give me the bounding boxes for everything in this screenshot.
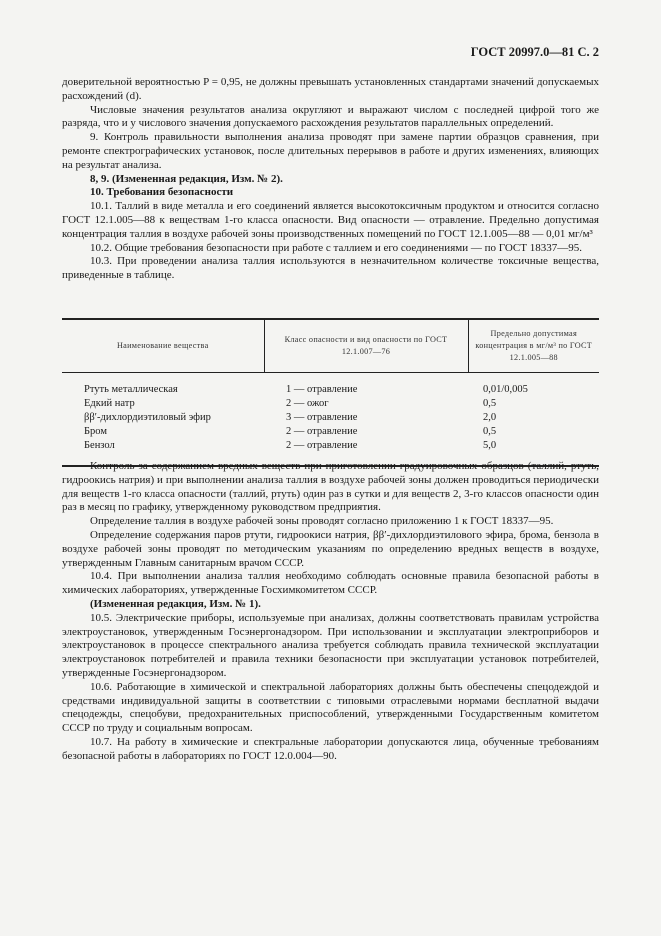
cell-substance: Едкий натр (84, 398, 135, 409)
table-row (62, 397, 599, 411)
cell-class: 1 — отравление (286, 384, 358, 395)
paragraph: 9. Контроль правильности выполнения анализа проводят при замене партии образцов сравнения, при ремонте спектрографических установок, после длительных перерывов в работе и других изменениях, влияющих на результат анализа. (62, 131, 599, 171)
paragraph: 10.1. Таллий в виде металла и его соединений является высокотоксичным продуктом и относится согласно ГОСТ 12.1.005—88 к веществам 1-го класса опасности. Вид опасности — отравление. Предельно допустимая концентрация таллия в воздухе рабочей зоны производственных помещений по ГОСТ 12.1.005—88 — 0,01 мг/м³ (62, 200, 599, 240)
amendment-note: 8, 9. (Измененная редакция, Изм. № 2). (90, 172, 283, 185)
cell-substance: Бром (84, 426, 107, 437)
cell-substance: Бензол (62, 439, 264, 466)
paragraph: Определение содержания паров ртути, гидроокиси натрия, ββ′-дихлордиэтилового эфира, брома, бензола в воздухе рабочей зоны проводят по методическим указаниям по определению вредных веществ в воздухе, утвержденным Главным санитарным врачом СССР. (62, 528, 599, 569)
table-row (62, 411, 599, 425)
substances-table (62, 318, 599, 467)
paragraph: 10.3. При проведении анализа таллия используются в незначительном количестве токсичные вещества, приведенные в таблице. (62, 255, 599, 282)
text-block-bottom (62, 460, 599, 764)
paragraph: доверительной вероятностью P = 0,95, не должны превышать установленных стандартами значений допускаемых расхождений (d). (62, 76, 599, 102)
cell-limit: 0,5 (483, 398, 497, 409)
column-header: Класс опасности и вид опасности по ГОСТ 12.1.007—76 (264, 319, 468, 373)
cell-limit: 0,5 (483, 426, 497, 437)
cell-limit: 0,01/0,005 (483, 384, 528, 395)
column-header: Наименование вещества (62, 319, 264, 373)
paragraph: Определение таллия в воздухе рабочей зоны проводят согласно приложению 1 к ГОСТ 18337—95. (90, 515, 554, 528)
table-row (62, 373, 599, 398)
section-title: 10. Требования безопасности (90, 186, 234, 199)
paragraph: 10.6. Работающие в химической и спектральной лабораториях должны быть обеспечены спецодеждой и средствами индивидуальной защиты в соответствии с типовыми отраслевыми нормами бесплатной выдачи спецодежды, спецобуви, предохранительных приспособлений, утвержденными Государственным комитетом СССР по труду и социальным вопросам. (62, 680, 599, 735)
page-header: ГОСТ 20997.0—81 С. 2 (470, 45, 599, 59)
paragraph: Числовые значения результатов анализа округляют и выражают числом с последней цифрой того же разряда, что и у числового значения допускаемого расхождения результатов параллельных определений. (62, 103, 599, 130)
table-row (62, 425, 599, 439)
amendment-note: (Измененная редакция, Изм. № 1). (90, 597, 261, 610)
cell-class: 2 — отравление (286, 426, 358, 437)
table-header-row (62, 319, 599, 373)
paragraph: 10.4. При выполнении анализа таллия необходимо соблюдать основные правила безопасной работы в химических лабораториях, утвержденные Госхимкомитетом СССР. (62, 570, 599, 597)
cell-class: 3 — отравление (286, 412, 358, 423)
cell-class: 2 — отравление (264, 439, 468, 466)
paragraph: 10.2. Общие требования безопасности при работе с таллием и его соединениями — по ГОСТ 18337—95. (90, 241, 582, 254)
cell-substance: ββ′-дихлордиэтиловый эфир (84, 412, 211, 423)
column-header: Предельно допустимая концентрация в мг/м³ по ГОСТ 12.1.005—88 (468, 319, 599, 373)
paragraph: 10.5. Электрические приборы, используемые при анализах, должны соответствовать правилам устройства электроустановок, утвержденным Госэнергонадзором. При использовании и эксплуатации электроприборов и электроустановок в процессе спектрального анализа требуется соблюдать правила технической эксплуатации электроустановок потребителей и правила техники безопасности при эксплуатации установок потребителей, утвержденные Госэнергонадзором. (62, 611, 599, 679)
paragraph: Контроль за содержанием вредных веществ при приготовлении градуировочных образцов (таллий, ртуть, гидроокись натрия) и при выполнении анализа таллия в воздухе рабочей зоны должен проводиться периодически для веществ 1-го класса опасности (таллий, ртуть) один раз в сутки и для веществ 2, 3-го классов опасности один раз в месяц по графику, утвержденному руководством предприятия. (62, 460, 599, 514)
cell-limit: 5,0 (468, 439, 599, 466)
cell-substance: Ртуть металлическая (84, 384, 178, 395)
cell-limit: 2,0 (483, 412, 497, 423)
cell-class: 2 — ожог (286, 398, 329, 409)
text-block-top (62, 76, 599, 283)
paragraph: 10.7. На работу в химические и спектральные лаборатории допускаются лица, обученные требованиям безопасной работы в лабораториях по ГОСТ 12.0.004—90. (62, 735, 599, 762)
